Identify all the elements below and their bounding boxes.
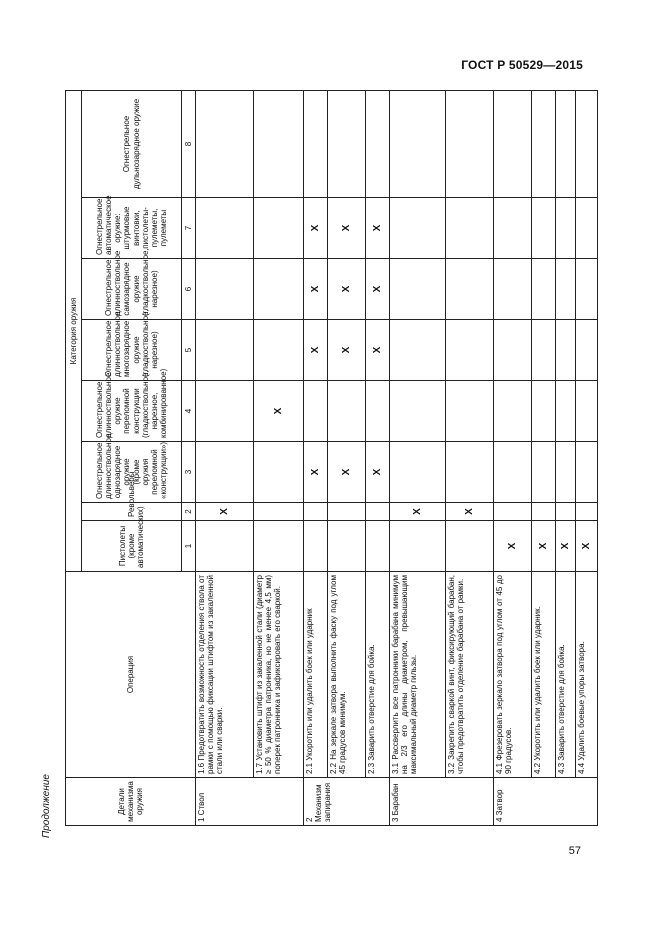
deactivation-table — [65, 90, 598, 826]
mark-cell-cat-3 — [390, 442, 446, 503]
mark-cell-cat-4 — [328, 381, 366, 442]
mark-cell-cat-3: X — [304, 442, 328, 503]
header-category-7: Огнестрельное автоматическое оружие: штурмовые винтовки, пистолеты-пулеметы, пулеметы — [82, 198, 182, 259]
mark-cell-cat-6: X — [328, 259, 366, 320]
table-row — [328, 90, 366, 825]
mark-cell-cat-6 — [576, 259, 598, 320]
mark-cell-cat-1: X — [556, 521, 576, 572]
mark-cell-cat-7: X — [304, 198, 328, 259]
mark-cell-cat-4 — [196, 381, 254, 442]
mark-cell-cat-7 — [494, 198, 532, 259]
header-category-number-8: 8 — [182, 90, 196, 197]
header-category-group: Категория оружия — [66, 90, 82, 571]
table-row — [390, 90, 446, 825]
mark-cell-cat-5 — [254, 320, 304, 381]
table-row — [196, 90, 254, 825]
mark-cell-cat-3 — [532, 442, 556, 503]
mark-cell-cat-4: X — [254, 381, 304, 442]
mark-cell-cat-1 — [254, 521, 304, 572]
header-category-8: Огнестрельное дульнозарядное оружие — [82, 90, 182, 197]
mark-cell-cat-3: X — [366, 442, 390, 503]
table-row — [532, 90, 556, 825]
mark-cell-cat-8 — [196, 90, 254, 197]
header-category-number-6: 6 — [182, 259, 196, 320]
standard-header: ГОСТ Р 50529—2015 — [461, 58, 583, 72]
part-cell: 3 Барабан — [390, 778, 494, 826]
mark-cell-cat-3 — [196, 442, 254, 503]
header-category-number-1: 1 — [182, 521, 196, 572]
mark-cell-cat-7: X — [366, 198, 390, 259]
operation-cell: 1.7 Установить штифт из закаленной стали (диаметр ≥ 50 % диаметра патронника, но не менее 4,5 мм) поперек патронника и зафиксировать его сваркой. — [254, 572, 304, 778]
mark-cell-cat-6 — [390, 259, 446, 320]
part-cell: 2 Механизм запирания — [304, 778, 390, 826]
mark-cell-cat-1: X — [576, 521, 598, 572]
mark-cell-cat-5 — [390, 320, 446, 381]
mark-cell-cat-8 — [446, 90, 494, 197]
mark-cell-cat-1: X — [532, 521, 556, 572]
table-row — [556, 90, 576, 825]
mark-cell-cat-7 — [390, 198, 446, 259]
table-row — [494, 90, 532, 825]
mark-cell-cat-8 — [390, 90, 446, 197]
mark-cell-cat-2 — [366, 503, 390, 521]
header-category-2: Револьверы — [82, 503, 182, 521]
mark-cell-cat-2 — [494, 503, 532, 521]
mark-cell-cat-7 — [576, 198, 598, 259]
mark-cell-cat-6 — [556, 259, 576, 320]
mark-cell-cat-5 — [532, 320, 556, 381]
table-row — [576, 90, 598, 825]
mark-cell-cat-7 — [556, 198, 576, 259]
operation-cell: 2.2 На зеркале затвора выполнить фаску под углом 45 градусов минимум. — [328, 572, 366, 778]
mark-cell-cat-1 — [328, 521, 366, 572]
mark-cell-cat-8 — [328, 90, 366, 197]
mark-cell-cat-2 — [532, 503, 556, 521]
mark-cell-cat-7 — [532, 198, 556, 259]
header-category-1: Пистолеты (кроме автоматических) — [82, 521, 182, 572]
mark-cell-cat-5 — [196, 320, 254, 381]
operation-cell: 4.3 Заварить отверстие для бойка. — [556, 572, 576, 778]
mark-cell-cat-2: X — [446, 503, 494, 521]
mark-cell-cat-2 — [576, 503, 598, 521]
mark-cell-cat-1 — [366, 521, 390, 572]
mark-cell-cat-6 — [494, 259, 532, 320]
table-row — [446, 90, 494, 825]
header-category-5: Огнестрельное длинноствольное многозарядное оружие (гладкоствольное, нарезное) — [82, 320, 182, 381]
mark-cell-cat-6 — [196, 259, 254, 320]
mark-cell-cat-8 — [254, 90, 304, 197]
mark-cell-cat-5 — [494, 320, 532, 381]
mark-cell-cat-5 — [556, 320, 576, 381]
mark-cell-cat-4 — [532, 381, 556, 442]
header-category-number-5: 5 — [182, 320, 196, 381]
mark-cell-cat-7 — [254, 198, 304, 259]
part-cell: 4 Затвор — [494, 778, 598, 826]
header-category-4: Огнестрельное длинноствольное оружие переломной конструкции (гладкоствольное, нарезное, комбинированное) — [82, 381, 182, 442]
mark-cell-cat-2 — [304, 503, 328, 521]
header-category-number-3: 3 — [182, 442, 196, 503]
operation-cell: 4.1 Фрезеровать зеркало затвора под углом от 45 до 90 градусов. — [494, 572, 532, 778]
mark-cell-cat-8 — [532, 90, 556, 197]
mark-cell-cat-8 — [556, 90, 576, 197]
operation-cell: 2.3 Заварить отверстие для бойка. — [366, 572, 390, 778]
operation-cell: 3.1 Рассверлить все патронники барабана минимум на 2/3 его длины диаметром, превышающим максимальный диаметр гильзы. — [390, 572, 446, 778]
table-row — [254, 90, 304, 825]
mark-cell-cat-4 — [556, 381, 576, 442]
table-row — [366, 90, 390, 825]
mark-cell-cat-1 — [196, 521, 254, 572]
header-category-number-7: 7 — [182, 198, 196, 259]
mark-cell-cat-4 — [446, 381, 494, 442]
operation-cell: 4.4 Удалить боевые упоры затвора. — [576, 572, 598, 778]
operation-cell: 2.1 Укоротить или удалить боек или ударник — [304, 572, 328, 778]
mark-cell-cat-3 — [494, 442, 532, 503]
mark-cell-cat-5: X — [366, 320, 390, 381]
mark-cell-cat-4 — [366, 381, 390, 442]
mark-cell-cat-3 — [556, 442, 576, 503]
mark-cell-cat-7: X — [328, 198, 366, 259]
part-cell: 1 Ствол — [196, 778, 304, 826]
rotated-table-container — [65, 91, 592, 826]
mark-cell-cat-7 — [446, 198, 494, 259]
mark-cell-cat-5 — [446, 320, 494, 381]
mark-cell-cat-5: X — [328, 320, 366, 381]
mark-cell-cat-4 — [390, 381, 446, 442]
mark-cell-cat-2: X — [390, 503, 446, 521]
mark-cell-cat-4 — [494, 381, 532, 442]
mark-cell-cat-6: X — [304, 259, 328, 320]
header-part: Детали механизма оружия — [66, 778, 196, 826]
mark-cell-cat-3: X — [328, 442, 366, 503]
mark-cell-cat-3 — [576, 442, 598, 503]
mark-cell-cat-2: X — [196, 503, 254, 521]
mark-cell-cat-6: X — [366, 259, 390, 320]
header-category-3: Огнестрельное длинноствольное однозарядное оружие (кроме оружия переломной «конструкции») — [82, 442, 182, 503]
mark-cell-cat-1 — [304, 521, 328, 572]
mark-cell-cat-2 — [556, 503, 576, 521]
mark-cell-cat-8 — [304, 90, 328, 197]
mark-cell-cat-8 — [494, 90, 532, 197]
mark-cell-cat-8 — [366, 90, 390, 197]
mark-cell-cat-5 — [576, 320, 598, 381]
mark-cell-cat-4 — [304, 381, 328, 442]
mark-cell-cat-6 — [254, 259, 304, 320]
mark-cell-cat-1: X — [494, 521, 532, 572]
mark-cell-cat-1 — [390, 521, 446, 572]
table-row — [304, 90, 328, 825]
mark-cell-cat-4 — [576, 381, 598, 442]
mark-cell-cat-6 — [532, 259, 556, 320]
mark-cell-cat-2 — [254, 503, 304, 521]
mark-cell-cat-8 — [576, 90, 598, 197]
mark-cell-cat-2 — [328, 503, 366, 521]
mark-cell-cat-3 — [446, 442, 494, 503]
operation-cell: 1.6 Предотвратить возможность отделения ствола от рамки с помощью фиксации штифтом из закаленной стали или сварки. — [196, 572, 254, 778]
page-number: 57 — [568, 845, 581, 857]
header-category-6: Огнестрельное длинноствольное самозарядное оружие (гладкоствольное, нарезное) — [82, 259, 182, 320]
mark-cell-cat-1 — [446, 521, 494, 572]
header-category-number-2: 2 — [182, 503, 196, 521]
header-operation: Операция — [66, 572, 196, 778]
continuation-label: Продолжение — [41, 774, 52, 838]
mark-cell-cat-7 — [196, 198, 254, 259]
mark-cell-cat-3 — [254, 442, 304, 503]
mark-cell-cat-5: X — [304, 320, 328, 381]
operation-cell: 3.2 Закрепить сваркой винт, фиксирующий барабан, чтобы предотвратить отделение барабана от рамки. — [446, 572, 494, 778]
operation-cell: 4.2 Укоротить или удалить боек или ударник. — [532, 572, 556, 778]
mark-cell-cat-6 — [446, 259, 494, 320]
header-category-number-4: 4 — [182, 381, 196, 442]
